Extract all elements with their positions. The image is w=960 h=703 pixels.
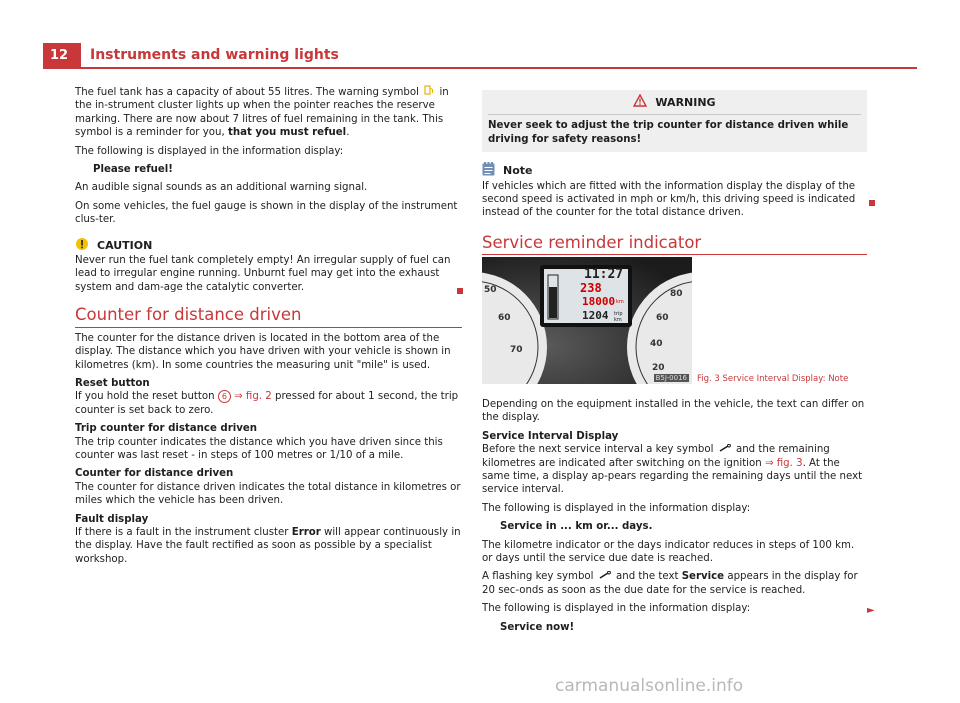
caution-text: Never run the fuel tank completely empty! An irregular supply of fuel can lead to irregular engine running. Unburnt fuel may get into the exhaust system and dam-age the catalytic converter.	[75, 255, 451, 293]
right-column-lower	[482, 398, 867, 639]
display-speed: 238	[580, 281, 602, 295]
fault-title: Fault display	[75, 513, 149, 525]
left-column	[75, 85, 462, 571]
gauge-label: 60	[656, 313, 669, 323]
end-mark	[869, 200, 875, 206]
note-text: If vehicles which are fitted with the information display the display of the second speed is activated in mph or km/h, this driving speed is indicated instead of the counter for the total distance driven.	[482, 180, 856, 219]
end-mark	[457, 288, 463, 294]
display-odometer: 18000	[582, 295, 616, 308]
refuel-message: Please refuel!	[93, 164, 173, 176]
trip-text: The trip counter indicates the distance which you have driven since this counter was last reset - in steps of 100 metres or 1/10 of a mile.	[75, 436, 443, 461]
gauge-label: 50	[484, 285, 497, 295]
display-intro: The following is displayed in the information display:	[75, 145, 344, 157]
section-title-service: Service reminder indicator	[482, 236, 867, 255]
warning-text: Never seek to adjust the trip counter for distance driven while driving for safety reasons!	[488, 120, 849, 145]
page-number: 12	[50, 48, 69, 63]
display-intro: The following is displayed in the information display:	[482, 502, 751, 514]
indicator-reduces-text: The kilometre indicator or the days indicator reduces in steps of 100 km. or days until the service due date is reached.	[482, 539, 855, 565]
display-odometer-unit: km	[616, 299, 624, 305]
service-interval-text: Before the next service interval a key symbol and the remaining kilometres are indicated after switching on the ignition ⇒ fig. 3. At the same time, a display ap-pears regarding the remaining days until the next service interval.	[482, 444, 863, 496]
reset-text: If you hold the reset button 6 ⇒ fig. 2 pressed for about 1 second, the trip counter is set back to zero.	[75, 391, 459, 416]
warning-box	[482, 90, 867, 152]
chapter-title: Instruments and warning lights	[90, 47, 339, 63]
display-trip-unit: trip km	[614, 311, 623, 323]
note-icon	[482, 162, 495, 179]
figure-code: B5J-0016	[655, 374, 687, 382]
instrument-cluster-figure	[482, 257, 692, 384]
warning-heading: WARNING	[488, 94, 861, 115]
reset-title: Reset button	[75, 377, 150, 389]
figure-caption: Fig. 3 Service Interval Display: Note	[697, 374, 849, 384]
page-header	[0, 43, 960, 69]
counter-intro: The counter for the distance driven is located in the bottom area of the display. The distance which you have driven with your vehicle is shown in kilometres (km). In some countries the measuring unit "mile" is used.	[75, 332, 451, 371]
caution-heading: CAUTION	[75, 237, 462, 254]
section-title-counter: Counter for distance driven	[75, 308, 462, 327]
fig2-link[interactable]: ⇒ fig. 2	[234, 391, 272, 403]
gauge-label: 60	[498, 313, 511, 323]
audible-signal-text: An audible signal sounds as an additional warning signal.	[75, 182, 368, 194]
service-in-message: Service in ... km or... days.	[500, 521, 653, 533]
right-column	[482, 90, 867, 259]
equipment-text: Depending on the equipment installed in the vehicle, the text can differ on the display.	[482, 399, 865, 424]
caution-icon	[75, 237, 89, 254]
service-now-message: Service now!	[500, 621, 575, 633]
note-heading: Note	[482, 162, 867, 179]
fuel-paragraph: The fuel tank has a capacity of about 55 litres. The warning symbol in the in-strument cluster lights up when the pointer reaches the reserve marking. There are now about 7 litres of fuel remaining in the tank. This symbol is a reminder for you, that you must refuel.	[75, 87, 449, 139]
wrench-icon	[719, 443, 731, 456]
continue-arrow-icon: ►	[867, 605, 875, 616]
gauge-label: 40	[650, 339, 663, 349]
watermark: carmanualsonline.info	[555, 676, 744, 696]
fuel-warning-icon	[424, 85, 434, 99]
counter-title: Counter for distance driven	[75, 468, 234, 480]
gauge-label: 70	[510, 345, 523, 355]
display-trip: 1204	[582, 309, 609, 322]
flashing-key-text: A flashing key symbol and the text Service appears in the display for 20 sec-onds as soon as the due date for the service is reached.	[482, 571, 858, 596]
display-intro: The following is displayed in the information display:	[482, 603, 751, 615]
fig3-link[interactable]: ⇒ fig. 3	[764, 457, 803, 469]
display-time: 11:27	[584, 267, 624, 282]
gauge-label: 20	[652, 363, 665, 373]
fault-text: If there is a fault in the instrument cluster Error will appear continuously in the display. Have the fault rectified as soon as possible by a specialist workshop.	[75, 526, 461, 565]
header-rule	[81, 67, 917, 69]
fuel-gauge-text: On some vehicles, the fuel gauge is shown in the display of the instrument clus-ter.	[75, 200, 458, 226]
gauge-label: 80	[670, 289, 683, 299]
reset-number-badge: 6	[218, 390, 231, 403]
counter-text: The counter for distance driven indicates the total distance in kilometres or miles which the vehicle has been driven.	[75, 481, 461, 507]
warning-triangle-icon	[633, 94, 647, 110]
trip-title: Trip counter for distance driven	[75, 423, 258, 435]
service-interval-title: Service Interval Display	[482, 430, 619, 442]
wrench-icon	[599, 570, 611, 583]
